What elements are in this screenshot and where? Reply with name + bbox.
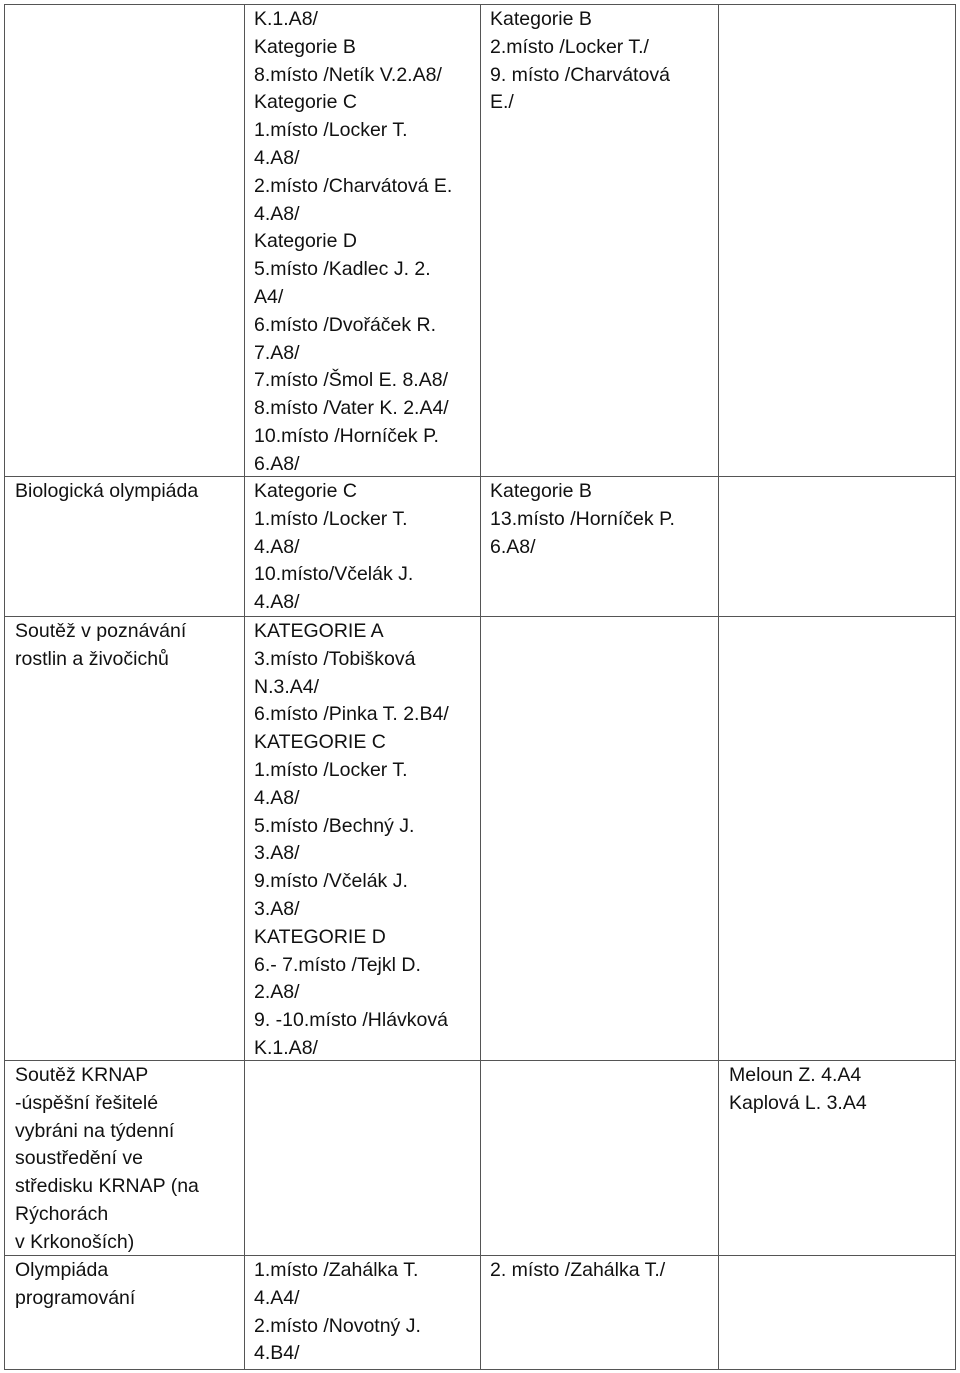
cell-line: Kategorie D xyxy=(254,230,357,253)
cell-line: 10.místo/Včelák J. xyxy=(254,563,414,586)
cell-line: 10.místo /Horníček P. xyxy=(254,424,439,447)
cell-line: 4.B4/ xyxy=(254,1342,300,1365)
cell-line: 1.místo /Zahálka T. xyxy=(254,1259,419,1281)
competition-name xyxy=(15,618,186,674)
column-divider-2 xyxy=(480,4,481,1370)
cell-line: 9. -10.místo /Hlávková xyxy=(254,1009,448,1032)
cell-line: 4.A8/ xyxy=(254,146,300,169)
cell-line: vybráni na týdenní xyxy=(15,1119,175,1142)
row-divider-3 xyxy=(4,1060,956,1061)
cell-line: KATEGORIE A xyxy=(254,620,384,642)
cell-line: Meloun Z. 4.A4 xyxy=(729,1064,862,1086)
cell-line: 6.A8/ xyxy=(490,535,536,558)
cell-line: K.1.A8/ xyxy=(254,1036,318,1059)
competition-name xyxy=(15,1257,135,1313)
cell-line: N.3.A4/ xyxy=(254,675,320,698)
row3-results-col2 xyxy=(254,618,449,1063)
cell-line: 2.místo /Locker T./ xyxy=(490,35,649,58)
cell-line: KATEGORIE D xyxy=(254,925,386,948)
cell-line: Soutěž v poznávání xyxy=(15,620,187,642)
cell-line: 2.A8/ xyxy=(254,981,300,1004)
cell-line: 9. místo /Charvátová xyxy=(490,63,670,86)
cell-line: Kaplová L. 3.A4 xyxy=(729,1091,867,1114)
cell-line: A4/ xyxy=(254,285,284,308)
cell-line: 4.A8/ xyxy=(254,202,300,225)
column-divider-1 xyxy=(244,4,245,1370)
cell-line: 4.A8/ xyxy=(254,535,300,558)
cell-line: 1.místo /Locker T. xyxy=(254,507,408,530)
row-divider-1 xyxy=(4,476,956,477)
cell-line: 8.místo /Vater K. 2.A4/ xyxy=(254,397,449,420)
table-border-top xyxy=(4,4,956,5)
cell-line: KATEGORIE C xyxy=(254,731,386,754)
row2-results-col2 xyxy=(254,478,413,617)
cell-line: 5.místo /Kadlec J. 2. xyxy=(254,258,431,281)
cell-line: 13.místo /Horníček P. xyxy=(490,507,675,530)
cell-line: 8.místo /Netík V.2.A8/ xyxy=(254,63,442,86)
row5-results-col3 xyxy=(490,1257,665,1285)
column-divider-3 xyxy=(718,4,719,1370)
cell-line: 2.místo /Charvátová E. xyxy=(254,174,453,197)
cell-line: Biologická olympiáda xyxy=(15,480,199,502)
cell-line: E./ xyxy=(490,91,514,114)
cell-line: 9.místo /Včelák J. xyxy=(254,870,408,893)
cell-line: 6.místo /Dvořáček R. xyxy=(254,313,437,336)
cell-line: -úspěšní řešitelé xyxy=(15,1091,159,1114)
table-border-bottom xyxy=(4,1369,956,1370)
cell-line: Kategorie B xyxy=(254,35,356,58)
row1-results-col2 xyxy=(254,6,452,479)
cell-line: Olympiáda xyxy=(15,1259,109,1281)
cell-line: Soutěž KRNAP xyxy=(15,1064,149,1086)
competition-name xyxy=(15,1062,199,1257)
cell-line: Kategorie C xyxy=(254,91,357,114)
cell-line: 3.místo /Tobišková xyxy=(254,647,416,670)
cell-line: 2. místo /Zahálka T./ xyxy=(490,1259,666,1281)
cell-line: 5.místo /Bechný J. xyxy=(254,814,415,837)
cell-line: 7.místo /Šmol E. 8.A8/ xyxy=(254,369,448,392)
row4-results-col4 xyxy=(729,1062,867,1118)
cell-line: 2.místo /Novotný J. xyxy=(254,1314,421,1337)
cell-line: středisku KRNAP (na xyxy=(15,1175,199,1198)
cell-line: 3.A8/ xyxy=(254,842,300,865)
table-border-left xyxy=(4,4,5,1370)
cell-line: Rýchorách xyxy=(15,1202,109,1225)
row2-results-col3 xyxy=(490,478,675,561)
row5-results-col2 xyxy=(254,1257,421,1368)
cell-line: 7.A8/ xyxy=(254,341,300,364)
cell-line: 6.A8/ xyxy=(254,452,300,475)
cell-line: 4.A8/ xyxy=(254,591,300,614)
cell-line: 4.A4/ xyxy=(254,1286,300,1309)
table-border-right xyxy=(955,4,956,1370)
cell-line: 6.- 7.místo /Tejkl D. xyxy=(254,953,421,976)
cell-line: soustředění ve xyxy=(15,1147,143,1170)
cell-line: 3.A8/ xyxy=(254,897,300,920)
cell-line: K.1.A8/ xyxy=(254,8,318,30)
cell-line: 4.A8/ xyxy=(254,786,300,809)
cell-line: programování xyxy=(15,1286,136,1309)
cell-line: rostlin a živočichů xyxy=(15,647,169,670)
competition-name xyxy=(15,478,198,506)
cell-line: Kategorie B xyxy=(490,8,592,30)
row-divider-2 xyxy=(4,616,956,617)
cell-line: Kategorie C xyxy=(254,480,357,502)
row1-results-col3 xyxy=(490,6,670,117)
cell-line: 1.místo /Locker T. xyxy=(254,758,408,781)
cell-line: 1.místo /Locker T. xyxy=(254,119,408,142)
cell-line: 6.místo /Pinka T. 2.B4/ xyxy=(254,703,449,726)
cell-line: v Krkonoších) xyxy=(15,1230,135,1253)
cell-line: Kategorie B xyxy=(490,480,592,502)
